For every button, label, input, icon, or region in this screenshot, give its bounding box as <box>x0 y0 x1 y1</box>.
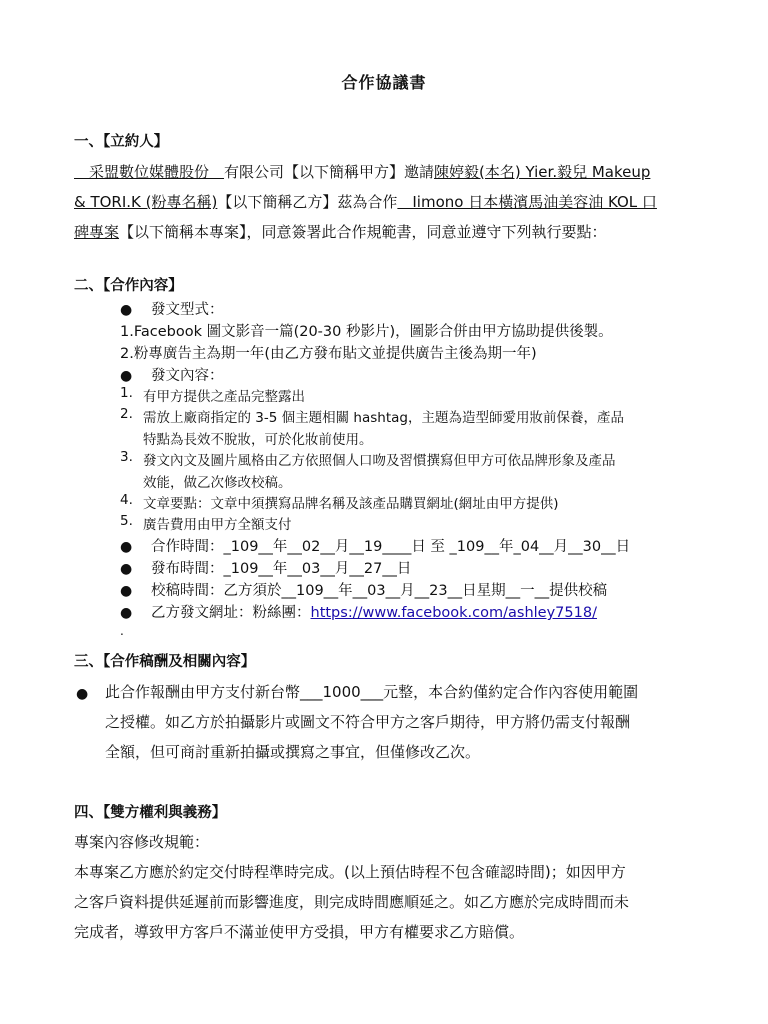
document-title: 合作協議書 <box>341 73 427 92</box>
section3-heading: 三、【合作稿酬及相關內容】 <box>74 654 256 670</box>
post-type-label: 發文型式： <box>151 302 224 318</box>
project-name: Iimono 日本橫濱馬油美容油 KOL 口 <box>397 193 657 211</box>
bullet-icon: ● <box>120 605 133 621</box>
review-time: 校稿時間：乙方須於__109__年__03__月__23__日星期__一__提供校稿 <box>151 583 608 599</box>
section4-line2: 之客戶資料提供延遲前而影響進度，則完成時間應順延之。如乙方應於完成時間而未 <box>74 893 630 911</box>
section1-line1 <box>74 161 650 182</box>
stray-dot: . <box>120 624 124 638</box>
coop-time: 合作時間：_109__年__02__月__19____日 至 _109__年_04__月__30__日 <box>151 539 631 555</box>
bullet-icon: ● <box>120 539 133 555</box>
post-type-1: 1.Facebook 圖文影音一篇(20-30 秒影片)，圖影合併由甲方協助提供後製。 <box>120 324 613 340</box>
content-label: 發文內容： <box>151 368 224 384</box>
party-b-name: 陳婷毅(本名) Yier.毅兒 Makeup <box>434 163 651 181</box>
item-number: 5. <box>120 513 133 529</box>
party-a-name: 采盟數位媒體股份 <box>74 163 225 181</box>
section2-heading: 二、【合作內容】 <box>74 278 183 294</box>
post-url-line <box>151 601 597 622</box>
item-number: 1. <box>120 385 133 401</box>
section4-line1: 本專案乙方應於約定交付時程準時完成。(以上預估時程不包含確認時間)；如因甲方 <box>74 863 626 881</box>
item-text: 有甲方提供之產品完整露出 <box>143 389 305 405</box>
item-text-cont: 效能，做乙次修改校稿。 <box>143 475 292 491</box>
section4-subheading: 專案內容修改規範： <box>74 833 210 851</box>
post-type-2: 2.粉專廣告主為期一年(由乙方發布貼文並提供廣告主後為期一年) <box>120 346 537 362</box>
party-b-page: & TORI.K (粉專名稱) <box>74 193 218 211</box>
section4-line3: 完成者，導致甲方客戶不滿並使甲方受損，甲方有權要求乙方賠償。 <box>74 923 525 941</box>
bullet-icon: ● <box>76 686 89 702</box>
section1-heading: 一、【立約人】 <box>74 134 169 150</box>
section1-agreement: 【以下簡稱本專案】，同意簽署此合作規範書，同意並遵守下列執行要點： <box>119 223 607 241</box>
section3-line1: 此合作報酬由甲方支付新台幣___1000___元整，本合約僅約定合作內容使用範圍 <box>105 683 639 701</box>
item-number: 2. <box>120 406 133 422</box>
item-text: 文章要點：文章中須撰寫品牌名稱及該產品購買網址(網址由甲方提供) <box>143 496 559 512</box>
item-text-cont: 特點為長效不脫妝，可於化妝前使用。 <box>143 432 373 448</box>
party-a-suffix: 有限公司【以下簡稱甲方】邀請 <box>224 163 435 181</box>
section3-line2: 之授權。如乙方於拍攝影片或圖文不符合甲方之客戶期待，甲方將仍需支付報酬 <box>105 713 631 731</box>
project-name-end: 碑專案 <box>74 223 120 241</box>
section4-heading: 四、【雙方權利與義務】 <box>74 805 227 821</box>
bullet-icon: ● <box>120 583 133 599</box>
item-text: 需放上廠商指定的 3-5 個主題相關 hashtag，主題為造型師愛用妝前保養，產品 <box>143 410 624 426</box>
bullet-icon: ● <box>120 368 133 384</box>
item-text: 發文內文及圖片風格由乙方依照個人口吻及習慣撰寫但甲方可依品牌形象及產品 <box>143 453 616 469</box>
bullet-icon: ● <box>120 561 133 577</box>
item-text: 廣告費用由甲方全額支付 <box>143 517 292 533</box>
publish-time: 發布時間：_109__年__03__月__27__日 <box>151 561 412 577</box>
party-b-suffix: 【以下簡稱乙方】茲為合作 <box>217 193 398 211</box>
item-number: 4. <box>120 492 133 508</box>
bullet-icon: ● <box>120 302 133 318</box>
section1-line3 <box>74 221 607 242</box>
section3-line3: 全額，但可商討重新拍攝或撰寫之事宜，但僅修改乙次。 <box>105 743 481 761</box>
item-number: 3. <box>120 449 133 465</box>
post-url-label: 乙方發文網址：粉絲團： <box>151 605 311 621</box>
section1-line2 <box>74 191 657 212</box>
facebook-page-link[interactable]: https://www.facebook.com/ashley7518/ <box>310 605 597 621</box>
